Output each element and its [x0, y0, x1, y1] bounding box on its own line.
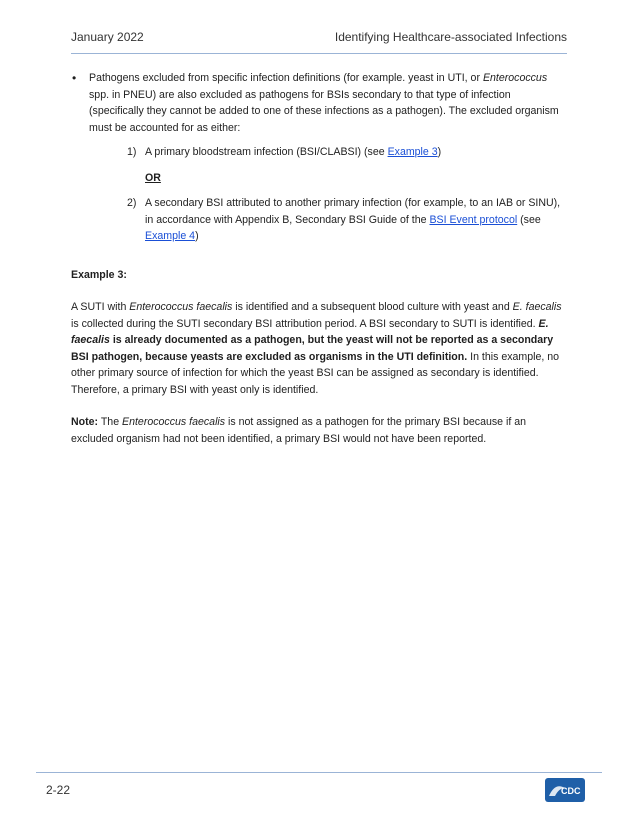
para-text: A SUTI with [71, 301, 130, 313]
bsi-event-protocol-link[interactable]: BSI Event protocol [429, 213, 518, 226]
bullet-text-part: spp. in PNEU) are also excluded as pathogens for BSIs secondary to that type of infection (specifically they cannot be added to one of these infections as a pathogen). The excluded organism must be accounted for as either: [89, 88, 559, 134]
cdc-logo-text: CDC [561, 786, 581, 796]
para-organism: Enterococcus faecalis [129, 301, 233, 313]
list-item-text: A primary bloodstream infection (BSI/CLABSI) (see [145, 146, 388, 158]
bullet-text [89, 70, 567, 136]
example-paragraph [71, 299, 567, 398]
para-text: is identified and a subsequent blood culture with yeast and [232, 301, 513, 313]
or-label: OR [145, 171, 161, 184]
bullet-icon: • [72, 71, 77, 85]
para-bold-text: is already documented as a pathogen, but the yeast will not be reported as a secondary BSI pathogen, because yeasts are excluded as organisms in the UTI definition. [71, 334, 554, 363]
list-number: 1) [127, 146, 137, 158]
example-4-link[interactable]: Example 4 [145, 230, 196, 242]
list-item-1 [127, 144, 567, 161]
list-number: 2) [127, 197, 137, 209]
header-date: January 2022 [71, 30, 144, 44]
list-item-text: ) [437, 146, 442, 158]
numbered-list [89, 144, 567, 245]
example-3-link[interactable]: Example 3 [387, 146, 438, 158]
note-text: is not assigned as a pathogen for the primary BSI because if an excluded organism had not been identified, a primary BSI would not have been reported. [71, 416, 527, 445]
para-text: is collected during the SUTI secondary BSI attribution period. A BSI secondary to SUTI is identified. [71, 317, 539, 330]
page-number: 2-22 [46, 783, 71, 797]
cdc-logo-icon [545, 778, 585, 802]
footer-divider [36, 772, 602, 773]
bullet-organism: Enterococcus [482, 72, 548, 84]
note-label: Note: [71, 416, 99, 428]
para-organism-bold: E. faecalis [71, 317, 549, 346]
header-divider [71, 53, 567, 54]
list-item-2 [127, 195, 567, 245]
list-item-text: ) [195, 230, 199, 242]
note-paragraph [71, 414, 567, 447]
example-heading: Example 3: [71, 268, 127, 281]
document-body [71, 70, 567, 458]
para-text: In this example, no other primary source of infection for which the yeast BSI can be assigned as secondary is identified. Therefore, a primary BSI with yeast only is identified. [71, 350, 560, 396]
list-item-text: A secondary BSI attributed to another primary infection (for example, to an IAB or SINU), in accordance with Appendix B, Secondary BSI Guide of the [145, 197, 561, 226]
para-organism: E. faecalis [512, 301, 562, 313]
header-title: Identifying Healthcare-associated Infections [334, 30, 567, 44]
bullet-text-part: Pathogens excluded from specific infection definitions (for example. yeast in UTI, or [89, 72, 483, 84]
note-text: The [98, 416, 123, 428]
note-organism: Enterococcus faecalis [122, 416, 226, 428]
list-item-text: (see [517, 213, 541, 226]
page-header [71, 30, 567, 52]
bullet-item [71, 70, 567, 245]
